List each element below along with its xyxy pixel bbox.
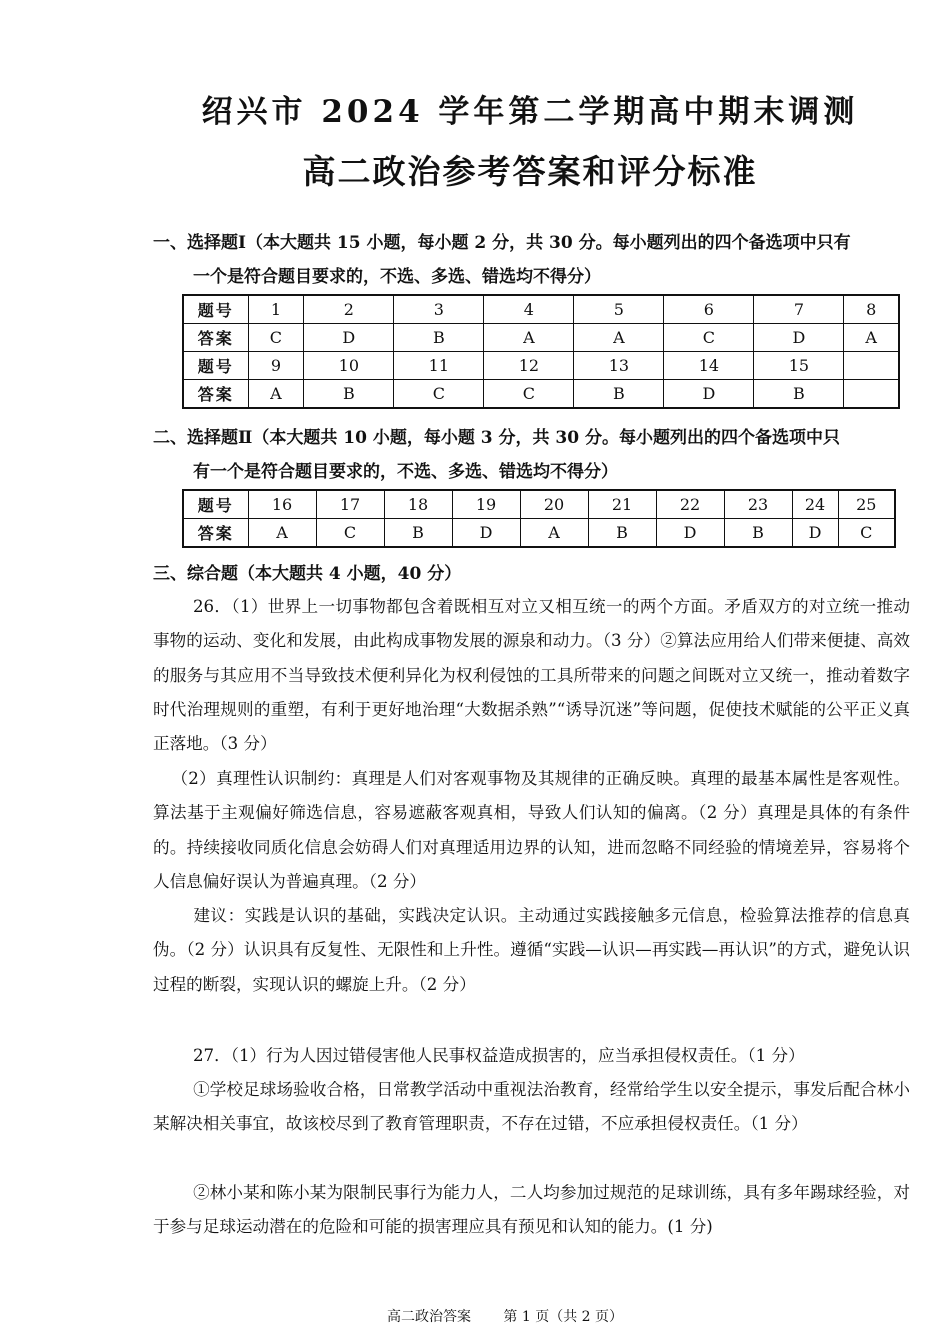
answer-cell: A <box>520 519 588 548</box>
question-number: 13 <box>574 352 664 380</box>
q27-point1 <box>153 1073 910 1142</box>
footer-doc-name: 高二政治答案 <box>386 1309 471 1325</box>
question-number: 4 <box>484 295 574 324</box>
row-label-question: 题号 <box>183 295 248 324</box>
answer-cell: B <box>384 519 452 548</box>
q27-point1-text: ①学校足球场验收合格，日常教学活动中重视法治教育，经常给学生以安全提示，事发后配合林小某解决相关事宜，故该校尽到了教育管理职责，不存在过错，不应承担侵权责任。（1 分） <box>153 1080 910 1134</box>
answer-cell: B <box>574 380 664 409</box>
question-number: 25 <box>838 490 895 519</box>
answer-cell: B <box>724 519 792 548</box>
question-number: 14 <box>664 352 754 380</box>
question-number <box>844 352 899 380</box>
table-row <box>183 380 899 409</box>
answer-cell: B <box>588 519 656 548</box>
answer-cell: D <box>304 324 394 352</box>
q27-point2 <box>153 1176 910 1245</box>
document-subtitle: 高二政治参考答案和评分标准 <box>302 152 758 191</box>
row-label-question: 题号 <box>183 352 248 380</box>
row-label-answer: 答案 <box>183 519 248 548</box>
page-footer <box>0 1306 950 1326</box>
section1-heading-cont: 一个是符合题目要求的，不选、多选、错选均不得分） <box>193 267 601 287</box>
question-number: 12 <box>484 352 574 380</box>
answer-cell: B <box>754 380 844 409</box>
answer-cell: C <box>394 380 484 409</box>
row-label-question: 题号 <box>183 490 248 519</box>
table-row <box>183 295 899 324</box>
question-number: 15 <box>754 352 844 380</box>
answer-cell: C <box>248 324 304 352</box>
q27-part1 <box>153 1039 910 1073</box>
q26-part3 <box>153 899 910 1002</box>
question-number: 2 <box>304 295 394 324</box>
question-number: 22 <box>656 490 724 519</box>
table-row <box>183 324 899 352</box>
answer-cell: A <box>574 324 664 352</box>
section2-answer-table <box>182 489 896 548</box>
answer-cell: C <box>484 380 574 409</box>
q26-part3-text: 建议：实践是认识的基础，实践决定认识。主动通过实践接触多元信息，检验算法推荐的信息真伪。（2 分）认识具有反复性、无限性和上升性。遵循“实践—认识—再实践—再认识”的方式，避免认识过程的断裂，实现认识的螺旋上升。（2 分） <box>153 906 910 994</box>
answer-cell: A <box>484 324 574 352</box>
question-number: 6 <box>664 295 754 324</box>
answer-cell: C <box>838 519 895 548</box>
section1-heading: 一、选择题Ⅰ（本大题共 15 小题，每小题 2 分，共 30 分。每小题列出的四个备选项中只有 <box>153 233 851 253</box>
section2-heading-cont: 有一个是符合题目要求的，不选、多选、错选均不得分） <box>193 462 618 482</box>
q27-point2-text: ②林小某和陈小某为限制民事行为能力人，二人均参加过规范的足球训练，具有多年踢球经验，对于参与足球运动潜在的危险和可能的损害理应具有预见和认知的能力。(1 分) <box>153 1183 910 1237</box>
question-number: 18 <box>384 490 452 519</box>
q26-part2-text: （2）真理性认识制约：真理是人们对客观事物及其规律的正确反映。真理的最基本属性是客观性。算法基于主观偏好筛选信息，容易遮蔽客观真相，导致人们认知的偏离。（2 分）真理是具体的有条件的。持续接收同质化信息会妨碍人们对真理适用边界的认知，进而忽略不同经验的情境差异，容易将个人信息偏好误认为普遍真理。（2 分） <box>153 769 910 891</box>
question-number: 9 <box>248 352 304 380</box>
answer-cell: C <box>664 324 754 352</box>
question-number: 23 <box>724 490 792 519</box>
section3-heading: 三、综合题（本大题共 4 小题，40 分） <box>153 564 462 584</box>
row-label-answer: 答案 <box>183 324 248 352</box>
question-number: 11 <box>394 352 484 380</box>
answer-cell: D <box>754 324 844 352</box>
question-number: 16 <box>248 490 316 519</box>
table-row <box>183 519 895 548</box>
question-number: 19 <box>452 490 520 519</box>
section2-heading: 二、选择题Ⅱ（本大题共 10 小题，每小题 3 分，共 30 分。每小题列出的四个备选项中只 <box>153 428 840 448</box>
answer-cell: D <box>664 380 754 409</box>
question-number: 10 <box>304 352 394 380</box>
answer-cell: C <box>316 519 384 548</box>
question-number: 8 <box>844 295 899 324</box>
section1-answer-table <box>182 294 900 409</box>
q26-part1-text: 26．（1）世界上一切事物都包含着既相互对立又相互统一的两个方面。矛盾双方的对立统一推动事物的运动、变化和发展，由此构成事物发展的源泉和动力。（3 分）②算法应用给人们带来便捷、高效的服务与其应用不当导致技术便利异化为权利侵蚀的工具所带来的问题之间既对立又统一，推动着数字时代治理规则的重塑，有利于更好地治理“大数据杀熟”“诱导沉迷”等问题，促使技术赋能的公平正义真正落地。（3 分） <box>153 597 910 754</box>
row-label-answer: 答案 <box>183 380 248 409</box>
q27-part1-text: 27．（1）行为人因过错侵害他人民事权益造成损害的，应当承担侵权责任。（1 分） <box>193 1046 805 1065</box>
answer-cell: D <box>792 519 838 548</box>
q26-part2 <box>153 762 910 899</box>
answer-cell: A <box>248 519 316 548</box>
answer-cell: A <box>248 380 304 409</box>
table-row <box>183 352 899 380</box>
question-number: 24 <box>792 490 838 519</box>
question-number: 1 <box>248 295 304 324</box>
footer-page-info: 第 1 页（共 2 页） <box>503 1309 624 1325</box>
answer-cell <box>844 380 899 409</box>
question-number: 3 <box>394 295 484 324</box>
question-number: 5 <box>574 295 664 324</box>
answer-cell: B <box>394 324 484 352</box>
answer-cell: D <box>452 519 520 548</box>
question-number: 7 <box>754 295 844 324</box>
table-row <box>183 490 895 519</box>
q26-part1 <box>153 590 910 761</box>
question-number: 21 <box>588 490 656 519</box>
answer-cell: B <box>304 380 394 409</box>
answer-cell: D <box>656 519 724 548</box>
question-number: 17 <box>316 490 384 519</box>
document-title: 绍兴市 2024 学年第二学期高中期末调测 <box>201 94 859 130</box>
question-number: 20 <box>520 490 588 519</box>
answer-cell: A <box>844 324 899 352</box>
